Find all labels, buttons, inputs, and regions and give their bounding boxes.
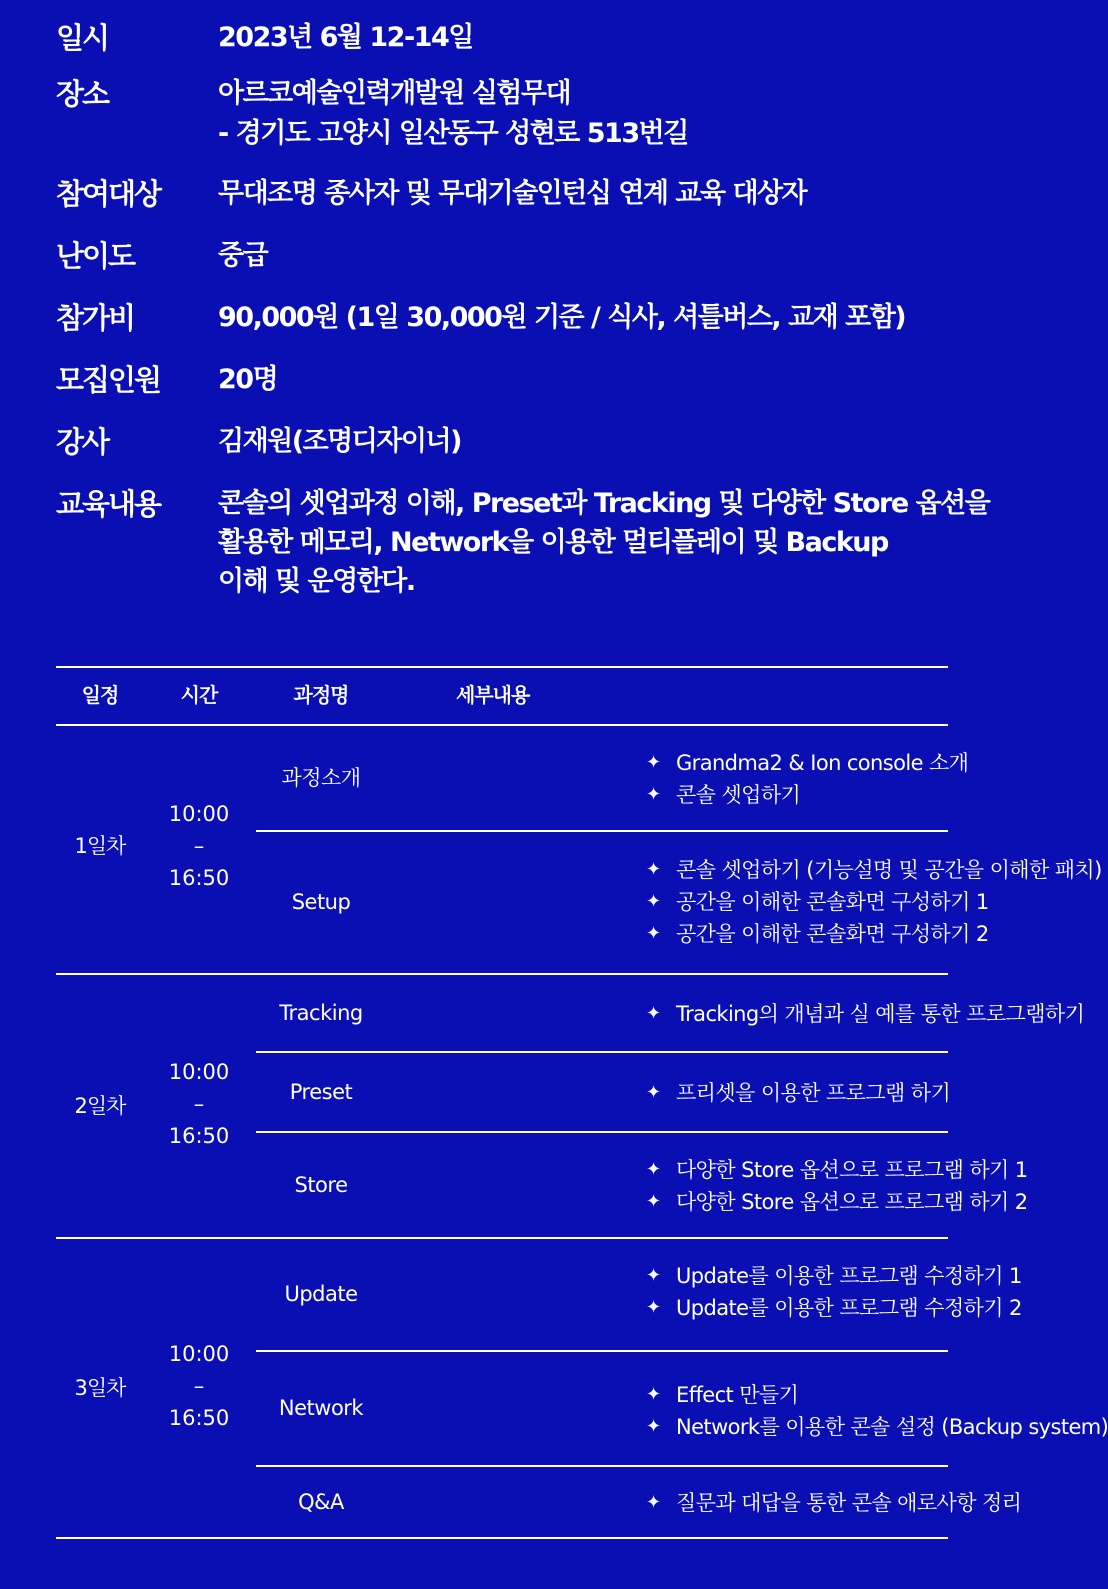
time-start: 10:00 [168, 1060, 230, 1084]
detail-item [646, 1486, 1021, 1518]
time-dash: – [193, 1374, 205, 1398]
detail-item [646, 853, 1102, 885]
detail-item [646, 1410, 1108, 1442]
day-label: 1일차 [74, 834, 126, 858]
venue-label: 장소 [56, 77, 109, 111]
time-end: 16:50 [168, 1406, 230, 1430]
lecturer-label: 강사 [56, 425, 109, 459]
time-dash: – [193, 1092, 205, 1116]
course-name: Network [278, 1396, 364, 1420]
detail-text: Effect 만들기 [676, 1383, 799, 1407]
course-name: Update [284, 1282, 358, 1306]
course-name: 과정소개 [281, 766, 361, 790]
header-time: 시간 [180, 683, 218, 707]
date-label: 일시 [56, 21, 109, 55]
time-start: 10:00 [168, 802, 230, 826]
course-name: Store [294, 1173, 348, 1197]
time-dash: – [193, 834, 205, 858]
fee-value: 90,000원 (1일 30,000원 기준 / 식사, 셔틀버스, 교재 포함) [218, 302, 906, 333]
star-bullet-icon: ✦ [646, 858, 662, 880]
course-details [646, 997, 1084, 1029]
course-details [646, 1486, 1021, 1518]
course-details [646, 746, 968, 810]
star-bullet-icon: ✦ [646, 1081, 662, 1103]
venue-line: 아르코예술인력개발원 실험무대 [218, 78, 571, 109]
time-end: 16:50 [168, 866, 230, 890]
detail-item [646, 1291, 1022, 1323]
detail-text: Tracking의 개념과 실 예를 통한 프로그램하기 [676, 1002, 1085, 1026]
star-bullet-icon: ✦ [646, 922, 662, 944]
star-bullet-icon: ✦ [646, 751, 662, 773]
fee-label: 참가비 [56, 301, 135, 335]
detail-item [646, 1153, 1028, 1185]
star-bullet-icon: ✦ [646, 1491, 662, 1513]
star-bullet-icon: ✦ [646, 1002, 662, 1024]
detail-item [646, 1378, 1108, 1410]
detail-text: Update를 이용한 프로그램 수정하기 2 [676, 1296, 1022, 1320]
time-range [156, 1056, 242, 1152]
detail-text: 공간을 이해한 콘솔화면 구성하기 1 [676, 890, 989, 914]
detail-item [646, 1259, 1022, 1291]
detail-item [646, 1076, 950, 1108]
target-value: 무대조명 종사자 및 무대기술인턴십 연계 교육 대상자 [218, 178, 807, 209]
time-range [156, 798, 242, 894]
star-bullet-icon: ✦ [646, 1158, 662, 1180]
info-row-recruit [56, 360, 956, 422]
day-label: 3일차 [74, 1376, 126, 1400]
star-bullet-icon: ✦ [646, 783, 662, 805]
day-label: 2일차 [74, 1094, 126, 1118]
header-day: 일정 [81, 683, 119, 707]
lecturer-value: 김재원(조명디자이너) [218, 426, 461, 457]
info-row-lecturer [56, 422, 956, 484]
info-row-fee [56, 298, 956, 360]
recruit-label: 모집인원 [56, 363, 161, 397]
level-label: 난이도 [56, 239, 135, 273]
star-bullet-icon: ✦ [646, 1415, 662, 1437]
course-details [646, 1259, 1022, 1323]
info-row-level [56, 236, 956, 298]
course-details [646, 1378, 1108, 1442]
course-row [256, 1239, 1022, 1350]
course-details [646, 853, 1102, 949]
course-name: Preset [289, 1080, 353, 1104]
info-row-target [56, 174, 956, 236]
course-row [256, 975, 1085, 1051]
detail-text: Grandma2 & Ion console 소개 [676, 751, 969, 775]
course-details [646, 1076, 950, 1108]
detail-item [646, 917, 1102, 949]
target-label: 참여대상 [56, 177, 161, 211]
star-bullet-icon: ✦ [646, 1296, 662, 1318]
star-bullet-icon: ✦ [646, 1190, 662, 1212]
detail-text: Network를 이용한 콘솔 설정 (Backup system) [676, 1415, 1108, 1439]
detail-item [646, 778, 968, 810]
course-row [256, 1133, 1028, 1237]
course-row [256, 1053, 951, 1131]
course-row [256, 832, 1102, 973]
header-course: 과정명 [293, 683, 349, 707]
content-value [218, 484, 989, 601]
content-line: 콘솔의 셋업과정 이해, Preset과 Tracking 및 다양한 Store 옵션을 [218, 488, 990, 519]
detail-item [646, 1185, 1028, 1217]
star-bullet-icon: ✦ [646, 890, 662, 912]
star-bullet-icon: ✦ [646, 1264, 662, 1286]
detail-text: 프리셋을 이용한 프로그램 하기 [676, 1081, 951, 1105]
info-row-content [56, 484, 990, 604]
course-row [256, 1352, 1108, 1465]
detail-text: 다양한 Store 옵션으로 프로그램 하기 2 [676, 1190, 1028, 1214]
content-line: 활용한 메모리, Network을 이용한 멀티플레이 및 Backup [218, 527, 888, 558]
day-block [56, 1239, 1108, 1537]
detail-text: 콘솔 셋업하기 (기능설명 및 공간을 이해한 패치) [676, 858, 1102, 882]
course-details [646, 1153, 1028, 1217]
course-name: Q&A [298, 1490, 344, 1514]
date-value: 2023년 6월 12-14일 [218, 22, 473, 53]
star-bullet-icon: ✦ [646, 1383, 662, 1405]
table-bottom-rule [56, 1537, 948, 1539]
detail-text: 다양한 Store 옵션으로 프로그램 하기 1 [676, 1158, 1028, 1182]
course-row [256, 1467, 1022, 1537]
detail-item [646, 885, 1102, 917]
content-line: 이해 및 운영한다. [218, 566, 415, 597]
day-block [56, 726, 1102, 973]
venue-line: - 경기도 고양시 일산동구 성현로 513번길 [218, 118, 688, 149]
detail-item [646, 746, 968, 778]
course-name: Tracking [279, 1001, 363, 1025]
detail-text: 공간을 이해한 콘솔화면 구성하기 2 [676, 922, 989, 946]
recruit-value: 20명 [218, 364, 278, 395]
level-value: 중급 [218, 240, 268, 271]
course-name: Setup [291, 890, 351, 914]
detail-text: 질문과 대답을 통한 콘솔 애로사항 정리 [676, 1491, 1022, 1515]
detail-text: 콘솔 셋업하기 [676, 783, 801, 807]
venue-value [218, 74, 688, 154]
detail-item [646, 997, 1084, 1029]
header-detail: 세부내용 [456, 683, 530, 707]
table-header [56, 666, 948, 724]
day-block [56, 975, 1085, 1237]
info-row-venue [56, 74, 956, 174]
info-row-date [56, 18, 956, 74]
time-start: 10:00 [168, 1342, 230, 1366]
time-end: 16:50 [168, 1124, 230, 1148]
course-row [256, 726, 969, 830]
time-range [156, 1338, 242, 1434]
event-info [56, 18, 990, 604]
content-label: 교육내용 [56, 487, 161, 521]
detail-text: Update를 이용한 프로그램 수정하기 1 [676, 1264, 1022, 1288]
